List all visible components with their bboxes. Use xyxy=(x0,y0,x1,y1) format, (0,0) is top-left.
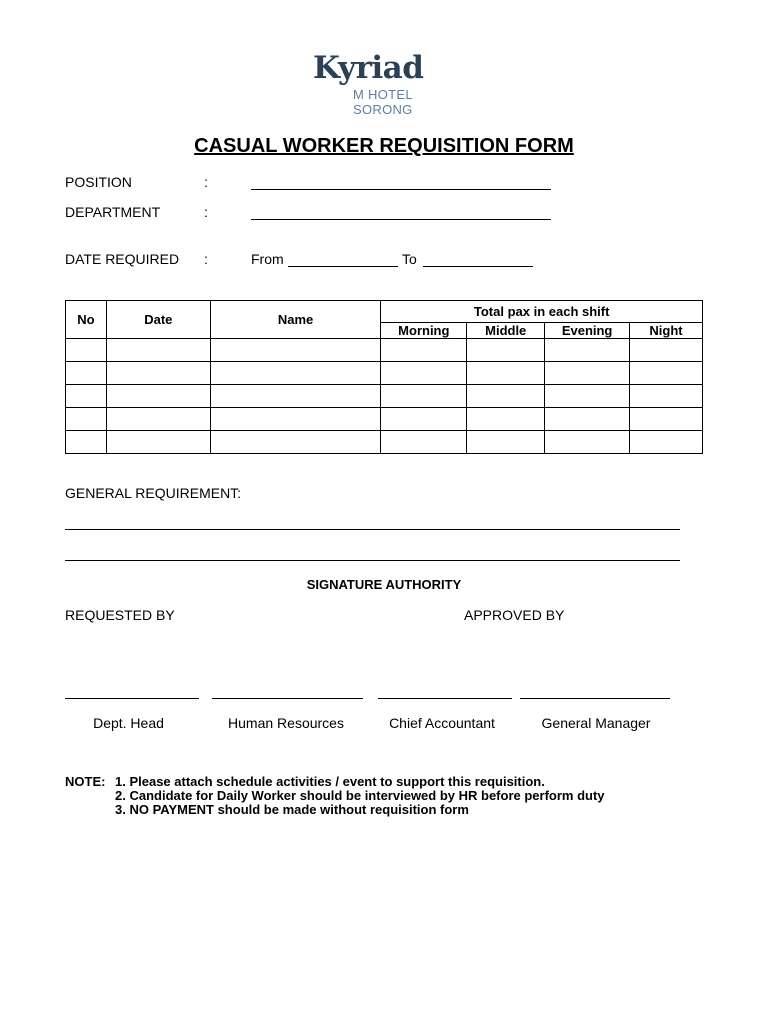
table-cell[interactable] xyxy=(381,362,467,385)
table-cell[interactable] xyxy=(630,408,703,431)
approved-by-label: APPROVED BY xyxy=(464,607,565,623)
table-cell[interactable] xyxy=(106,385,210,408)
shift-night-header: Night xyxy=(630,323,703,339)
position-field xyxy=(65,174,565,194)
chief-accountant-label: Chief Accountant xyxy=(389,715,495,731)
shift-group-header: Total pax in each shift xyxy=(381,301,703,323)
shift-middle-header: Middle xyxy=(467,323,545,339)
table-cell[interactable] xyxy=(467,408,545,431)
to-label: To xyxy=(402,251,417,267)
date-required-field xyxy=(65,251,665,271)
date-required-label: DATE REQUIRED xyxy=(65,251,180,267)
general-manager-label: General Manager xyxy=(541,715,651,731)
table-cell[interactable] xyxy=(545,431,630,454)
logo-brand: Kyriad xyxy=(313,50,424,86)
table-cell[interactable] xyxy=(210,408,381,431)
table-cell[interactable] xyxy=(545,408,630,431)
table-row xyxy=(66,362,703,385)
table-row xyxy=(66,431,703,454)
requested-by-label: REQUESTED BY xyxy=(65,607,175,623)
dept-head-signature-line[interactable] xyxy=(65,698,199,699)
table-cell[interactable] xyxy=(106,362,210,385)
dept-head-label: Dept. Head xyxy=(93,715,164,731)
general-requirement-label: GENERAL REQUIREMENT: xyxy=(65,485,242,501)
table-cell[interactable] xyxy=(630,339,703,362)
table-cell[interactable] xyxy=(66,339,107,362)
table-cell[interactable] xyxy=(630,431,703,454)
to-date-line[interactable] xyxy=(423,266,533,267)
table-cell[interactable] xyxy=(630,362,703,385)
table-cell[interactable] xyxy=(381,431,467,454)
note-label: NOTE: xyxy=(65,774,106,789)
department-label: DEPARTMENT xyxy=(65,204,161,220)
table-cell[interactable] xyxy=(66,431,107,454)
department-input-line[interactable] xyxy=(251,219,551,220)
table-row xyxy=(66,408,703,431)
date-required-colon: : xyxy=(204,251,208,267)
table-row xyxy=(66,339,703,362)
table-cell[interactable] xyxy=(66,385,107,408)
table-cell[interactable] xyxy=(210,431,381,454)
table-cell[interactable] xyxy=(210,362,381,385)
table-cell[interactable] xyxy=(210,385,381,408)
table-cell[interactable] xyxy=(210,339,381,362)
position-colon: : xyxy=(204,174,208,190)
table-cell[interactable] xyxy=(66,362,107,385)
note-item: 1. Please attach schedule activities / event to support this requisition. xyxy=(115,774,545,789)
table-cell[interactable] xyxy=(106,408,210,431)
position-input-line[interactable] xyxy=(251,189,551,190)
signature-authority-title: SIGNATURE AUTHORITY xyxy=(306,577,462,592)
hotel-logo xyxy=(306,50,462,117)
table-cell[interactable] xyxy=(106,339,210,362)
table-cell[interactable] xyxy=(467,431,545,454)
table-cell[interactable] xyxy=(545,385,630,408)
table-cell[interactable] xyxy=(66,408,107,431)
human-resources-label: Human Resources xyxy=(228,715,344,731)
col-date-header: Date xyxy=(106,301,210,339)
general-requirement-line-1[interactable] xyxy=(65,529,680,530)
position-label: POSITION xyxy=(65,174,132,190)
table-cell[interactable] xyxy=(630,385,703,408)
table-cell[interactable] xyxy=(467,339,545,362)
shift-morning-header: Morning xyxy=(381,323,467,339)
table-cell[interactable] xyxy=(381,408,467,431)
chief-accountant-signature-line[interactable] xyxy=(378,698,512,699)
department-field xyxy=(65,204,565,224)
department-colon: : xyxy=(204,204,208,220)
logo-subtitle: M HOTEL SORONG xyxy=(353,87,413,117)
table-cell[interactable] xyxy=(381,385,467,408)
table-row xyxy=(66,385,703,408)
form-title: CASUAL WORKER REQUISITION FORM xyxy=(194,135,574,157)
general-manager-signature-line[interactable] xyxy=(520,698,670,699)
from-date-line[interactable] xyxy=(288,266,398,267)
table-cell[interactable] xyxy=(467,385,545,408)
col-name-header: Name xyxy=(210,301,381,339)
table-cell[interactable] xyxy=(381,339,467,362)
note-item: 2. Candidate for Daily Worker should be interviewed by HR before perform duty xyxy=(115,788,605,803)
table-cell[interactable] xyxy=(545,362,630,385)
requisition-table xyxy=(65,300,703,454)
general-requirement-line-2[interactable] xyxy=(65,560,680,561)
col-no-header: No xyxy=(66,301,107,339)
table-cell[interactable] xyxy=(106,431,210,454)
table-cell[interactable] xyxy=(545,339,630,362)
from-label: From xyxy=(251,251,284,267)
table-cell[interactable] xyxy=(467,362,545,385)
note-item: 3. NO PAYMENT should be made without requisition form xyxy=(115,802,469,817)
shift-evening-header: Evening xyxy=(545,323,630,339)
hr-signature-line[interactable] xyxy=(212,698,363,699)
